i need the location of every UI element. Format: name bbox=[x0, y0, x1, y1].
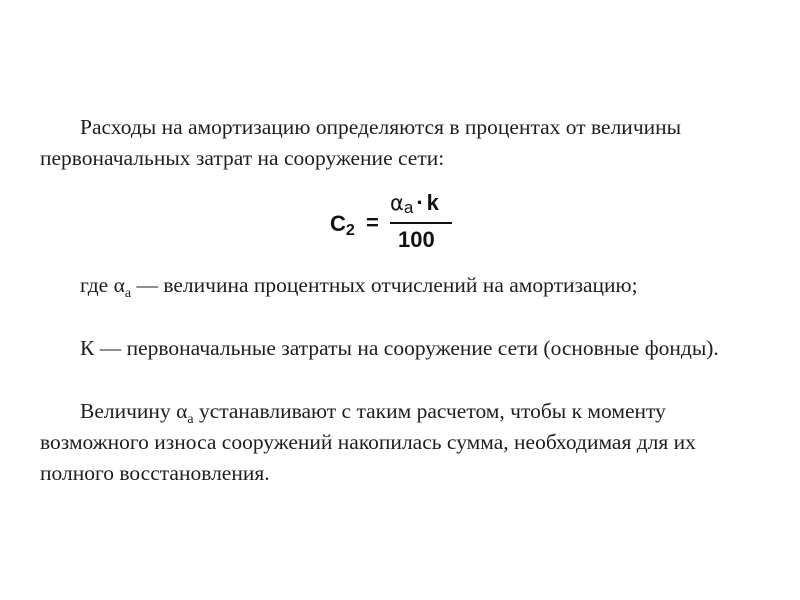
formula-alpha: α bbox=[390, 191, 404, 215]
formula-lhs bbox=[330, 211, 355, 237]
alpha-definition-lead: где α bbox=[80, 273, 125, 297]
formula-lhs-subscript: 2 bbox=[345, 222, 355, 239]
formula-lhs-letter: C bbox=[330, 211, 346, 236]
k-definition-paragraph bbox=[40, 333, 770, 364]
alpha-setting-subscript: а bbox=[187, 412, 194, 427]
alpha-definition-subscript: а bbox=[124, 286, 132, 301]
alpha-definition-paragraph bbox=[40, 270, 770, 301]
alpha-setting-paragraph bbox=[40, 396, 770, 489]
formula-k: k bbox=[426, 190, 439, 215]
formula-alpha-subscript: a bbox=[403, 198, 414, 217]
alpha-definition-rest: — величина процентных отчислений на амортизацию; bbox=[131, 273, 638, 297]
alpha-setting-lead: Величину α bbox=[80, 399, 188, 423]
alpha-setting-rest: устанавливают с таким расчетом, чтобы к моменту возможного износа сооружений накопилась сумма, необходимая для их полного восстановления. bbox=[40, 399, 696, 485]
k-definition-text: К — первоначальные затраты на сооружение сети (основные фонды). bbox=[80, 336, 719, 360]
depreciation-formula bbox=[330, 190, 480, 255]
formula-numerator bbox=[390, 190, 439, 216]
intro-text: Расходы на амортизацию определяются в процентах от величины первоначальных затрат на сооружение сети: bbox=[40, 115, 682, 170]
formula-dot: · bbox=[416, 190, 424, 215]
fraction-bar bbox=[390, 222, 452, 224]
intro-paragraph bbox=[40, 112, 770, 174]
formula-denominator: 100 bbox=[398, 227, 435, 252]
formula-equals: = bbox=[366, 210, 379, 235]
